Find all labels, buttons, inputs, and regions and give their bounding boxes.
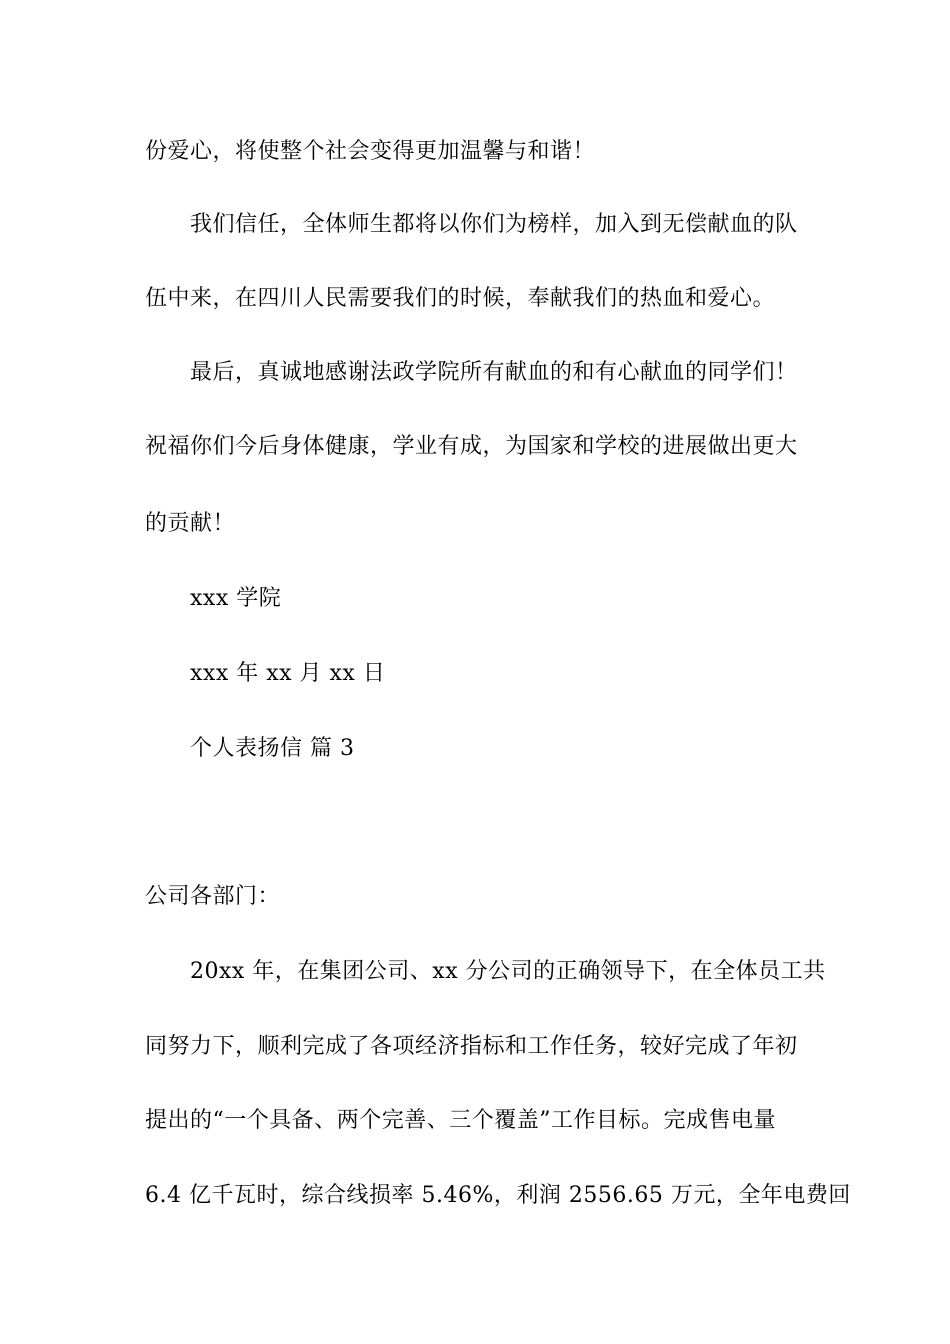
paragraph-line: 最后，真诚地感谢法政学院所有献血的和有心献血的同学们！: [190, 360, 798, 385]
paragraph-line: 提出的“一个具备、两个完善、三个覆盖”工作目标。完成售电量: [145, 1108, 776, 1133]
paragraph-line: 我们信任，全体师生都将以你们为榜样，加入到无偿献血的队: [190, 212, 798, 237]
signature-date: xxx 年 xx 月 xx 日: [190, 661, 386, 686]
paragraph-line: 份爱心，将使整个社会变得更加温馨与和谐！: [145, 139, 596, 164]
section-heading: 个人表扬信 篇 3: [190, 736, 355, 761]
paragraph-line: 的贡献！: [145, 511, 236, 536]
paragraph-line: 6.4 亿千瓦时，综合线损率 5.46%，利润 2556.65 万元，全年电费回: [145, 1183, 851, 1208]
signature-org: xxx 学院: [190, 586, 282, 611]
salutation: 公司各部门：: [145, 884, 281, 909]
paragraph-line: 伍中来，在四川人民需要我们的时候，奉献我们的热血和爱心。: [145, 286, 776, 311]
paragraph-line: 同努力下，顺利完成了各项经济指标和工作任务，较好完成了年初: [145, 1034, 798, 1059]
paragraph-line: 祝福你们今后身体健康，学业有成，为国家和学校的进展做出更大: [145, 434, 798, 459]
paragraph-line: 20xx 年，在集团公司、xx 分公司的正确领导下，在全体员工共: [190, 959, 826, 984]
